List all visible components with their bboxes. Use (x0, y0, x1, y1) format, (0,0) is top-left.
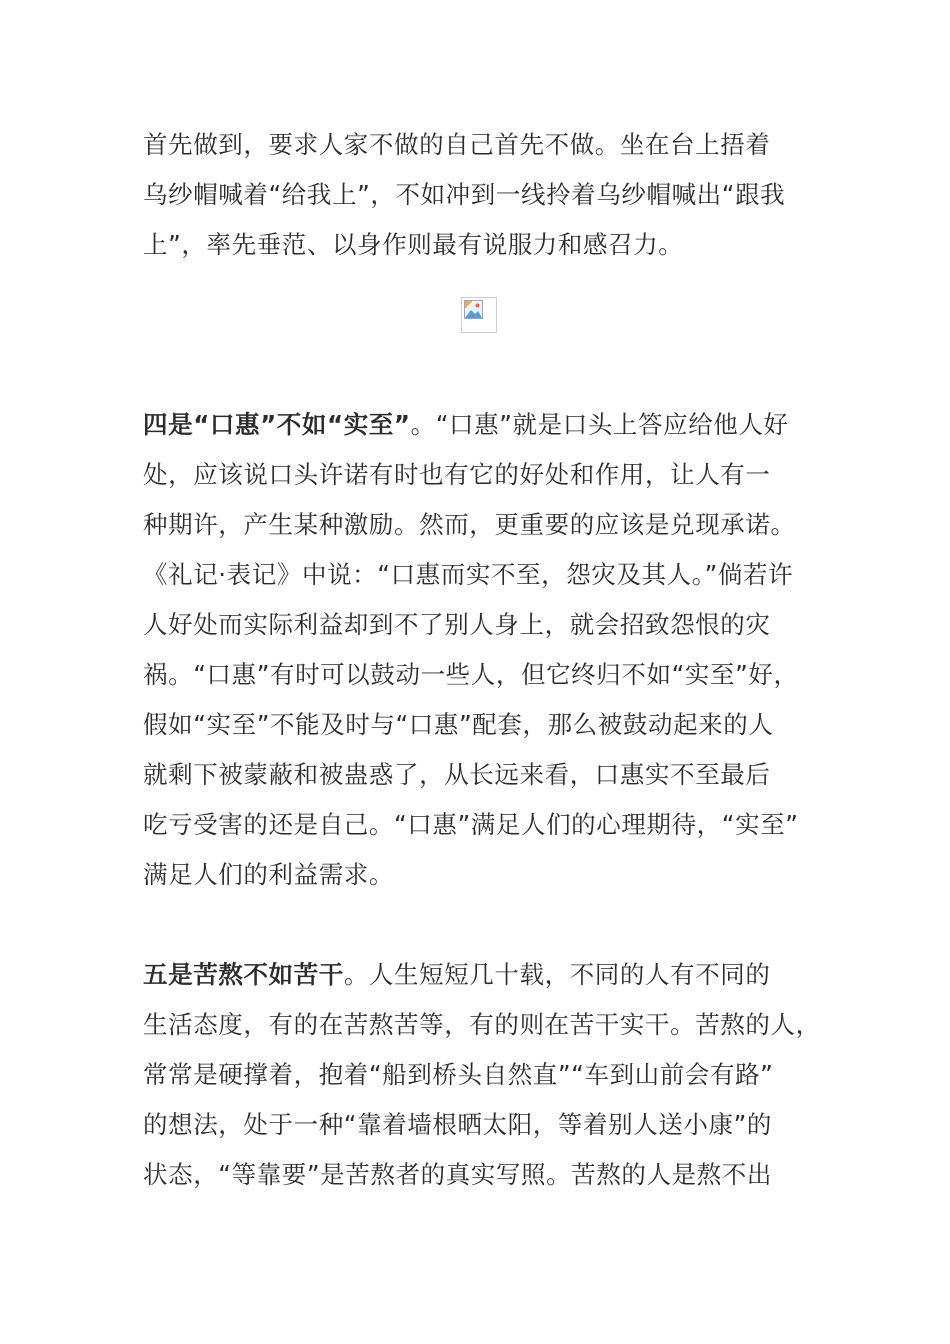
embedded-image (461, 297, 497, 333)
text-line: 上”，率先垂范、以身作则最有说服力和感召力。 (143, 230, 684, 259)
text-line: 吃亏受害的还是自己。“口惠”满足人们的心理期待，“实至” (143, 810, 799, 839)
text-line: 就剩下被蒙蔽和被蛊惑了，从长远来看，口惠实不至最后 (143, 760, 771, 789)
paragraph-leadership-example (143, 120, 815, 270)
text-line: 人好处而实际利益却到不了别人身上，就会招致怨恨的灾 (143, 610, 771, 639)
text-line: 的想法，处于一种“靠着墙根晒太阳，等着别人送小康”的 (143, 1110, 772, 1139)
section-heading: 四是“口惠”不如“实至” (143, 410, 411, 439)
text-line: 首先做到，要求人家不做的自己首先不做。坐在台上捂着 (143, 130, 771, 159)
text-line: 状态，“等靠要”是苦熬者的真实写照。苦熬的人是熬不出 (143, 1160, 772, 1189)
text-line: 常常是硬撑着，抱着“船到桥头自然直”“车到山前会有路” (143, 1060, 774, 1089)
paragraph-five (143, 950, 821, 1200)
text-span: 。“口惠”就是口头上答应给他人好 (410, 410, 789, 439)
text-line: 假如“实至”不能及时与“口惠”配套，那么被鼓动起来的人 (143, 710, 774, 739)
text-line (143, 950, 815, 1000)
text-line (143, 400, 815, 450)
text-line: 《礼记·表记》中说：“口惠而实不至，怨灾及其人。”倘若许 (143, 560, 794, 589)
section-heading: 五是苦熬不如苦干 (143, 960, 344, 989)
text-span: 。人生短短几十载，不同的人有不同的 (343, 960, 771, 989)
text-line: 生活态度，有的在苦熬苦等，有的则在苦干实干。苦熬的人， (143, 1010, 821, 1039)
broken-image-icon (464, 300, 484, 320)
text-line: 种期许，产生某种激励。然而，更重要的应该是兑现承诺。 (143, 510, 796, 539)
text-line: 处，应该说口头许诺有时也有它的好处和作用，让人有一 (143, 460, 771, 489)
text-line: 乌纱帽喊着“给我上”，不如冲到一线拎着乌纱帽喊出“跟我 (143, 180, 786, 209)
text-line: 祸。“口惠”有时可以鼓动一些人，但它终归不如“实至”好， (143, 660, 799, 689)
text-line: 满足人们的利益需求。 (143, 860, 394, 889)
document-page (143, 120, 821, 1200)
paragraph-four (143, 400, 815, 900)
